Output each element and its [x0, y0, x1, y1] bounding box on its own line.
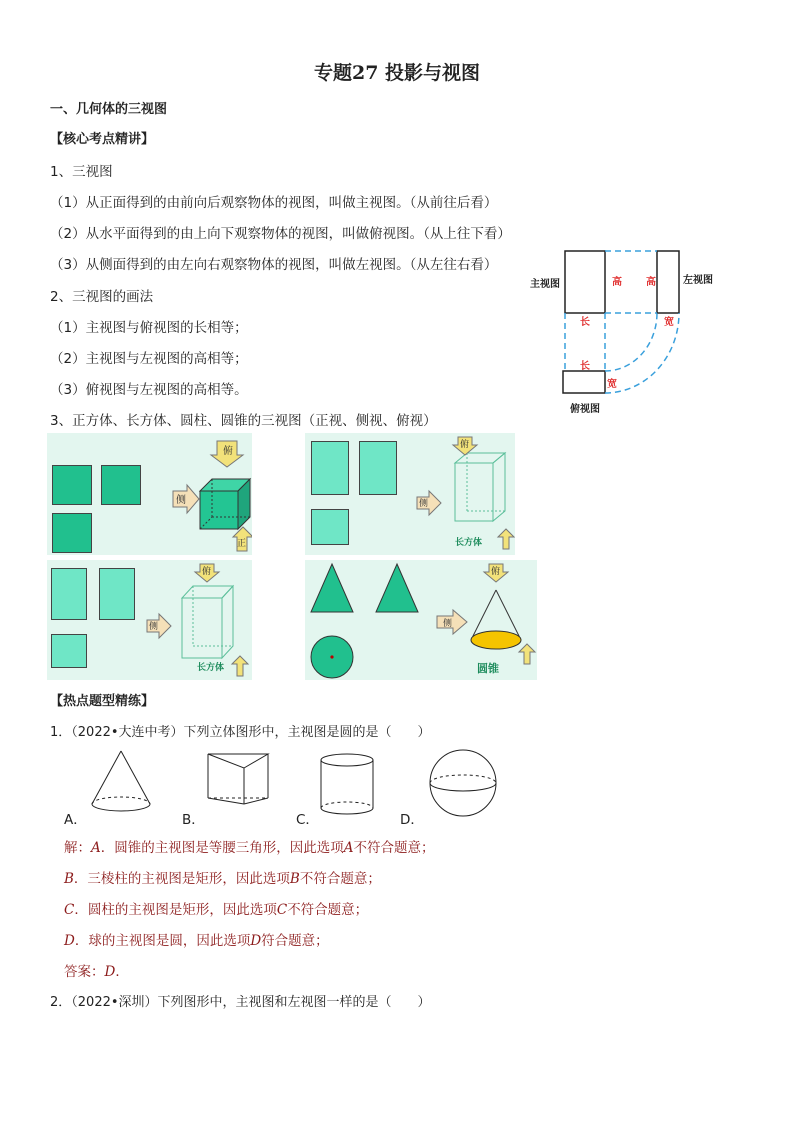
- solution-text: ．圆锥的主视图是等腰三角形，因此选项: [100, 840, 344, 856]
- fu-arrow-label: 俯: [460, 440, 470, 450]
- cube-3d-figure: [47, 433, 252, 555]
- gao-label-1: 高: [612, 277, 622, 288]
- option-letter: B: [289, 871, 300, 887]
- triangular-prism-figure: [204, 750, 274, 810]
- answer-prefix: 答案：: [64, 964, 105, 980]
- ce-arrow-label: 侧: [419, 499, 429, 509]
- option-c-label: C．: [296, 812, 319, 828]
- section-heading: 一、几何体的三视图: [50, 102, 168, 117]
- kuan-label-2: 宽: [607, 379, 617, 390]
- chang-label-2: 长: [580, 361, 590, 372]
- answer-line: [64, 960, 129, 980]
- page-title: 专题27 投影与视图: [313, 62, 481, 84]
- fu-arrow-label: 俯: [491, 567, 501, 577]
- kuan-label-1: 宽: [664, 317, 674, 328]
- cube-views-panel: [47, 433, 252, 555]
- top-view-label: 俯视图: [570, 404, 600, 415]
- sphere-figure: [426, 746, 500, 820]
- solution-line-a: [64, 836, 435, 856]
- item1-heading: 1、三视图: [50, 164, 113, 180]
- solution-tail: 符合题意；: [261, 933, 329, 949]
- option-letter: A: [343, 840, 354, 856]
- option-b-label: B．: [182, 812, 205, 828]
- cuboid-caption: 长方体: [197, 663, 225, 673]
- cuboid-3d-figure: [47, 560, 252, 680]
- cuboid-views-panel-2: [47, 560, 252, 680]
- cone-caption: 圆锥: [477, 662, 499, 675]
- gao-label-2: 高: [646, 277, 656, 288]
- cuboid-3d-figure: [305, 433, 515, 555]
- item2-line2: （2）主视图与左视图的高相等；: [50, 351, 248, 367]
- solution-tail: 不符合题意；: [299, 871, 381, 887]
- solution-text: ．球的主视图是圆，因此选项: [74, 933, 251, 949]
- item2-line1: （1）主视图与俯视图的长相等；: [50, 320, 248, 336]
- answer-value: D: [104, 964, 116, 980]
- solution-line-d: [64, 929, 329, 949]
- cone-views-figure: [305, 560, 537, 680]
- main-view-label: 主视图: [530, 279, 560, 290]
- cylinder-figure: [316, 752, 380, 818]
- option-a-label: A．: [64, 812, 87, 828]
- item1-line1: （1）从正面得到的由前向后观察物体的视图，叫做主视图。（从前往后看）: [50, 195, 498, 211]
- solution-tail: 不符合题意；: [353, 840, 435, 856]
- item2-line3: （3）俯视图与左视图的高相等。: [50, 382, 248, 398]
- three-view-diagram: [520, 245, 730, 420]
- fu-arrow-label: 俯: [223, 446, 233, 457]
- solution-line-b: [64, 867, 381, 887]
- option-letter: B: [64, 871, 74, 887]
- solution-line-c: [64, 898, 368, 918]
- practice-heading: 【热点题型精练】: [50, 694, 155, 709]
- ce-arrow-label: 侧: [149, 622, 159, 632]
- solution-prefix: 解：: [64, 840, 91, 856]
- solution-text: ．圆柱的主视图是矩形，因此选项: [74, 902, 277, 918]
- solution-text: ．三棱柱的主视图是矩形，因此选项: [73, 871, 290, 887]
- solution-tail: 不符合题意；: [287, 902, 369, 918]
- cuboid-caption: 长方体: [455, 538, 483, 548]
- item1-line2: （2）从水平面得到的由上向下观察物体的视图，叫做俯视图。（从上往下看）: [50, 226, 511, 242]
- item2-heading: 2、三视图的画法: [50, 289, 154, 305]
- item1-line3: （3）从侧面得到的由左向右观察物体的视图，叫做左视图。（从左往右看）: [50, 257, 498, 273]
- option-letter: D: [250, 933, 262, 949]
- cone-figure: [86, 748, 156, 818]
- answer-suffix: ．: [115, 964, 129, 980]
- left-view-label: 左视图: [683, 275, 713, 286]
- cuboid-views-panel-1: [305, 433, 515, 555]
- option-letter: A: [91, 840, 101, 856]
- option-letter: C: [276, 902, 288, 918]
- option-d-label: D．: [400, 812, 424, 828]
- fu-arrow-label: 俯: [202, 567, 212, 577]
- ce-arrow-label: 侧: [176, 495, 186, 506]
- option-letter: D: [64, 933, 75, 949]
- question-2-stem: 2．（2022•深圳）下列图形中，主视图和左视图一样的是（ ）: [50, 995, 431, 1010]
- option-letter: C: [64, 902, 75, 918]
- question-1-stem: 1．（2022•大连中考）下列立体图形中，主视图是圆的是（ ）: [50, 725, 431, 740]
- zheng-arrow-label: 正: [237, 539, 247, 549]
- ce-arrow-label: 侧: [443, 619, 453, 629]
- item3-heading: 3、正方体、长方体、圆柱、圆锥的三视图（正视、侧视、俯视）: [50, 413, 437, 429]
- core-heading: 【核心考点精讲】: [50, 132, 155, 147]
- chang-label-1: 长: [580, 317, 590, 328]
- cone-views-panel: [305, 560, 537, 680]
